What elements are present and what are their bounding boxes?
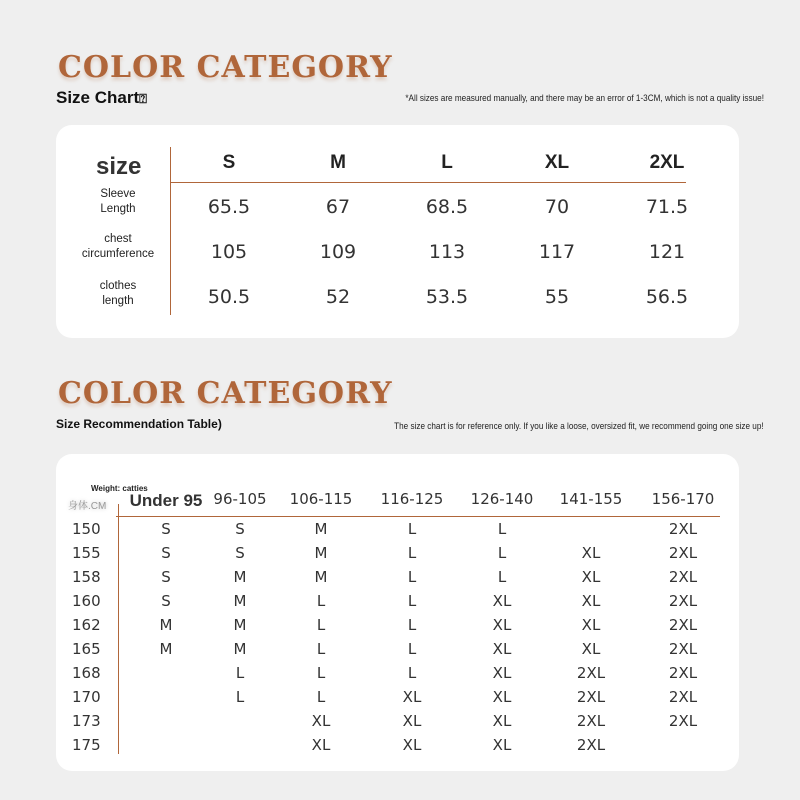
- recommended-size: XL: [492, 640, 512, 658]
- size-header-l: L: [441, 152, 453, 173]
- recommended-size: S: [161, 544, 171, 562]
- recommendation-header: [68, 480, 718, 516]
- recommended-size: L: [407, 664, 417, 682]
- recommended-size: L: [497, 520, 507, 538]
- recommended-size: XL: [492, 664, 512, 682]
- recommended-size: 2XL: [668, 592, 698, 610]
- measurement-label-line: Length: [100, 203, 136, 215]
- measurement-value: 53.5: [425, 286, 469, 308]
- height-value: 150: [72, 520, 101, 538]
- measurement-label: [76, 279, 160, 309]
- recommendation-row: [68, 708, 718, 732]
- height-value: 158: [72, 568, 101, 586]
- size-chart-row: [96, 273, 689, 318]
- measurement-label-line: length: [102, 295, 134, 307]
- measurement-label: [76, 232, 160, 262]
- recommended-size: 2XL: [668, 664, 698, 682]
- recommended-size: XL: [311, 736, 331, 754]
- height-value: 165: [72, 640, 101, 658]
- size-header-s: S: [222, 152, 236, 173]
- size-header-xl: XL: [544, 152, 570, 173]
- oversize-note: The size chart is for reference only. If you like a loose, oversized fit, we recommend going one size up!: [394, 421, 764, 432]
- recommendation-row: [68, 516, 718, 540]
- measurement-value: 109: [319, 241, 357, 263]
- recommended-size: 2XL: [668, 544, 698, 562]
- recommended-size: 2XL: [576, 664, 606, 682]
- recommended-size: L: [407, 520, 417, 538]
- size-header-2xl: 2XL: [649, 152, 685, 173]
- size-chart-row: [81, 228, 686, 273]
- measurement-value: 70: [544, 196, 570, 218]
- recommended-size: L: [497, 544, 507, 562]
- recommended-size: L: [316, 592, 326, 610]
- weight-header: 106-115: [289, 490, 353, 508]
- recommended-size: 2XL: [668, 688, 698, 706]
- recommended-size: L: [407, 616, 417, 634]
- size-corner-label: size: [96, 153, 142, 180]
- section1-heading: COLOR CATEGORY: [58, 50, 393, 85]
- recommended-size: XL: [581, 616, 601, 634]
- recommended-size: M: [159, 616, 173, 634]
- recommendation-row: [68, 684, 718, 708]
- recommended-size: XL: [581, 544, 601, 562]
- recommended-size: L: [316, 640, 326, 658]
- recommended-size: L: [316, 688, 326, 706]
- recommended-size: XL: [402, 712, 422, 730]
- size-header-m: M: [330, 152, 346, 173]
- measurement-value: 65.5: [207, 196, 251, 218]
- recommendation-row: [68, 612, 718, 636]
- measurement-value: 121: [648, 241, 686, 263]
- recommended-size: XL: [492, 736, 512, 754]
- recommendation-row: [68, 636, 718, 660]
- height-value: 170: [72, 688, 101, 706]
- recommendation-row: [68, 540, 718, 564]
- missing-glyph-icon: ⍰: [139, 91, 147, 106]
- recommended-size: M: [233, 592, 247, 610]
- recommended-size: M: [233, 616, 247, 634]
- recommended-size: 2XL: [668, 568, 698, 586]
- weight-header: 126-140: [470, 490, 534, 508]
- measurement-value: 68.5: [425, 196, 469, 218]
- recommended-size: M: [233, 568, 247, 586]
- height-axis-label: 身体.CM: [68, 501, 107, 512]
- size-chart-card: [56, 125, 739, 338]
- recommended-size: 2XL: [576, 688, 606, 706]
- recommended-size: L: [407, 640, 417, 658]
- measurement-value: 55: [544, 286, 570, 308]
- recommendation-title: Size Recommendation Table): [56, 417, 222, 431]
- height-value: 175: [72, 736, 101, 754]
- recommended-size: L: [316, 616, 326, 634]
- recommended-size: XL: [402, 688, 422, 706]
- recommended-size: XL: [311, 712, 331, 730]
- recommended-size: XL: [402, 736, 422, 754]
- recommended-size: M: [159, 640, 173, 658]
- measurement-label-line: circumference: [81, 248, 155, 260]
- recommended-size: 2XL: [576, 736, 606, 754]
- recommended-size: 2XL: [668, 616, 698, 634]
- recommended-size: M: [314, 520, 328, 538]
- recommendation-row: [68, 588, 718, 612]
- weight-header: 156-170: [651, 490, 715, 508]
- recommended-size: XL: [581, 568, 601, 586]
- height-value: 173: [72, 712, 101, 730]
- recommended-size: XL: [492, 712, 512, 730]
- recommended-size: 2XL: [668, 640, 698, 658]
- measurement-value: 67: [325, 196, 351, 218]
- recommended-size: M: [233, 640, 247, 658]
- measurement-value: 117: [538, 241, 576, 263]
- recommended-size: XL: [492, 616, 512, 634]
- height-value: 168: [72, 664, 101, 682]
- recommendation-card: [56, 454, 739, 771]
- recommended-size: 2XL: [576, 712, 606, 730]
- size-chart-header: [96, 147, 686, 183]
- recommended-size: L: [497, 568, 507, 586]
- measurement-value: 113: [428, 241, 466, 263]
- recommended-size: L: [407, 544, 417, 562]
- recommended-size: S: [235, 544, 245, 562]
- recommendation-row: [68, 564, 718, 588]
- size-chart-table: [81, 147, 689, 318]
- measurement-value: 56.5: [645, 286, 689, 308]
- recommended-size: L: [407, 592, 417, 610]
- weight-axis-label: Weight: catties: [91, 484, 148, 493]
- weight-header: 116-125: [380, 490, 444, 508]
- size-chart-title-text: Size Chart: [56, 88, 140, 107]
- recommendation-row: [68, 660, 718, 684]
- measurement-label-line: clothes: [99, 280, 137, 292]
- recommended-size: 2XL: [668, 520, 698, 538]
- recommended-size: M: [314, 544, 328, 562]
- recommended-size: S: [161, 520, 171, 538]
- recommended-size: XL: [581, 640, 601, 658]
- weight-header: Under 95: [129, 491, 203, 510]
- weight-header: 96-105: [213, 490, 267, 508]
- recommended-size: L: [235, 688, 245, 706]
- size-chart-title: [56, 88, 147, 108]
- recommended-size: XL: [492, 592, 512, 610]
- weight-header: 141-155: [559, 490, 623, 508]
- size-chart-row: [96, 183, 689, 228]
- measurement-value: 52: [325, 286, 351, 308]
- measurement-label: [76, 187, 160, 217]
- recommended-size: XL: [581, 592, 601, 610]
- measurement-label-line: chest: [104, 233, 132, 245]
- height-value: 160: [72, 592, 101, 610]
- measurement-value: 105: [210, 241, 248, 263]
- recommendation-row: [68, 732, 718, 756]
- recommended-size: L: [316, 664, 326, 682]
- recommended-size: L: [235, 664, 245, 682]
- height-value: 162: [72, 616, 101, 634]
- recommended-size: S: [161, 592, 171, 610]
- measurement-label-line: Sleeve: [100, 188, 136, 200]
- recommended-size: XL: [492, 688, 512, 706]
- recommended-size: S: [235, 520, 245, 538]
- recommended-size: S: [161, 568, 171, 586]
- measurement-value: 50.5: [207, 286, 251, 308]
- measurement-note: *All sizes are measured manually, and there may be an error of 1-3CM, which is not a quality issue!: [405, 93, 764, 104]
- recommendation-table: [68, 480, 718, 756]
- section2-heading: COLOR CATEGORY: [58, 376, 393, 411]
- recommended-size: 2XL: [668, 712, 698, 730]
- recommended-size: M: [314, 568, 328, 586]
- measurement-value: 71.5: [645, 196, 689, 218]
- recommended-size: L: [407, 568, 417, 586]
- height-value: 155: [72, 544, 101, 562]
